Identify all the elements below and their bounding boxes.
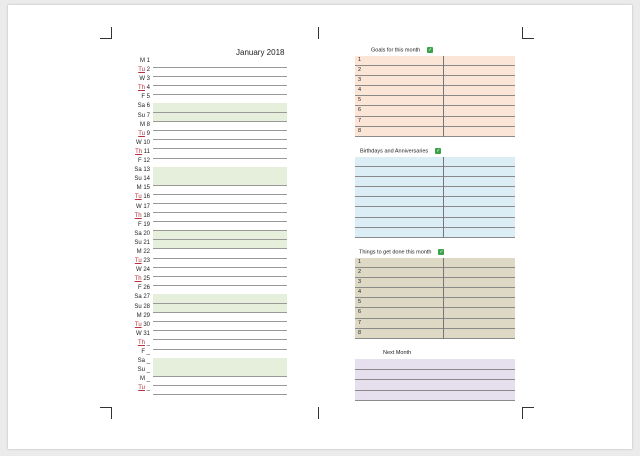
section-grid — [355, 157, 515, 238]
day-number: 3 — [144, 76, 150, 83]
day-number: 9 — [144, 130, 150, 137]
document-page — [8, 5, 632, 449]
section-title — [360, 148, 441, 154]
day-number: 28 — [141, 303, 150, 310]
day-label — [110, 175, 150, 184]
grid-row — [355, 319, 515, 329]
day-label — [110, 184, 150, 193]
day-number: 5 — [144, 94, 150, 101]
day-label — [110, 248, 150, 257]
day-label — [110, 366, 150, 375]
weekday-abbr: Sa — [137, 358, 145, 365]
weekday-abbr: Su — [137, 112, 145, 119]
grid-row — [355, 288, 515, 298]
weekday-abbr: Th — [137, 85, 145, 92]
grid-row — [355, 76, 515, 86]
grid-row — [355, 380, 515, 391]
grid-row — [355, 177, 515, 187]
grid-row — [355, 106, 515, 116]
day-number: 24 — [141, 267, 150, 274]
grid-row — [355, 66, 515, 76]
weekday-abbr: Su — [137, 367, 145, 374]
row-number: 6 — [358, 309, 362, 316]
weekday-abbr: Tu — [138, 67, 145, 74]
grid-row — [355, 197, 515, 207]
crop-mark — [522, 407, 534, 408]
day-number: 15 — [141, 185, 150, 192]
row-number: 1 — [358, 259, 362, 265]
grid-row — [355, 268, 515, 278]
calendar-list — [110, 58, 290, 394]
day-label — [110, 75, 150, 84]
weekday-abbr: F — [141, 349, 145, 355]
day-label — [110, 157, 150, 166]
day-number: 19 — [141, 221, 150, 228]
day-number: 22 — [141, 248, 150, 255]
row-number: 1 — [358, 57, 362, 63]
day-number: 6 — [144, 103, 150, 110]
weekday-abbr: Sa — [134, 294, 142, 301]
weekday-abbr: Sa — [134, 167, 142, 174]
section-grid — [355, 56, 515, 137]
day-number: 17 — [141, 203, 150, 210]
day-number: 2 — [144, 67, 150, 74]
day-number: _ — [144, 376, 150, 383]
row-number: 2 — [358, 269, 362, 276]
day-number: 31 — [141, 330, 150, 337]
day-label — [110, 148, 150, 157]
day-number: _ — [144, 385, 150, 392]
section-title-text: Birthdays and Anniversaries — [360, 148, 429, 155]
column-divider — [443, 157, 444, 238]
day-label — [110, 357, 150, 366]
crop-mark — [318, 407, 319, 419]
weekday-abbr: Sa — [137, 103, 145, 110]
day-number: _ — [144, 358, 150, 365]
day-label — [110, 312, 150, 321]
weekday-abbr: Tu — [138, 130, 145, 137]
day-number: 25 — [141, 276, 150, 283]
day-label — [110, 139, 150, 148]
day-label — [110, 112, 150, 121]
weekday-abbr: W — [139, 76, 145, 83]
section-title-text: Goals for this month — [371, 47, 421, 54]
day-number: 7 — [144, 112, 150, 119]
day-label — [110, 193, 150, 202]
section-title — [371, 47, 433, 53]
crop-mark — [522, 407, 523, 419]
column-divider — [443, 56, 444, 137]
grid-row — [355, 207, 515, 217]
day-label — [110, 384, 150, 393]
weekday-abbr: W — [135, 203, 142, 210]
grid-row — [355, 117, 515, 127]
row-number: 3 — [358, 279, 362, 286]
row-number: 4 — [358, 289, 362, 296]
row-number: 2 — [358, 67, 362, 74]
weekday-abbr: M — [139, 121, 145, 128]
section-grid — [355, 258, 515, 339]
day-label — [110, 284, 150, 293]
grid-row — [355, 391, 515, 402]
day-label — [110, 121, 150, 130]
grid-row — [355, 187, 515, 197]
day-number: 20 — [141, 230, 150, 237]
weekday-abbr: F — [137, 158, 142, 165]
column-divider — [443, 258, 444, 339]
day-label — [110, 57, 150, 66]
day-number: 1 — [144, 58, 150, 64]
weekday-abbr: M — [136, 312, 142, 319]
weekday-abbr: Th — [134, 212, 142, 219]
section-grid — [355, 359, 515, 401]
weekday-abbr: W — [135, 267, 142, 274]
row-number: 8 — [358, 127, 362, 134]
weekday-abbr: M — [139, 376, 145, 383]
row-number: 5 — [358, 299, 362, 306]
grid-row — [355, 359, 515, 370]
day-label — [110, 339, 150, 348]
day-label — [110, 293, 150, 302]
day-number: 14 — [141, 176, 150, 183]
crop-mark — [522, 38, 534, 39]
section-title — [359, 249, 444, 255]
weekday-abbr: Sa — [134, 230, 142, 237]
day-line — [153, 385, 287, 395]
day-label — [110, 221, 150, 230]
day-number: 10 — [141, 139, 150, 146]
crop-mark — [318, 27, 319, 39]
checkbox-checked-icon: ✓ — [439, 249, 444, 255]
row-number: 7 — [358, 319, 362, 326]
weekday-abbr: F — [137, 221, 142, 228]
weekday-abbr: Tu — [134, 258, 142, 265]
day-number: _ — [144, 367, 150, 374]
day-number: 8 — [144, 121, 150, 128]
day-number: 30 — [141, 321, 150, 328]
day-number: 12 — [141, 158, 150, 165]
day-label — [110, 230, 150, 239]
day-label — [110, 203, 150, 212]
crop-mark — [111, 27, 112, 39]
grid-row — [355, 96, 515, 106]
row-number: 7 — [358, 117, 362, 124]
day-label — [110, 212, 150, 221]
day-number: _ — [144, 349, 150, 355]
weekday-abbr: Th — [135, 148, 143, 155]
grid-row — [355, 56, 515, 66]
grid-row — [355, 370, 515, 381]
section-title-text: Next Month — [383, 350, 412, 356]
day-number: 13 — [141, 167, 150, 174]
weekday-abbr: M — [136, 248, 142, 255]
day-label — [110, 275, 150, 284]
day-label — [110, 375, 150, 384]
checkbox-checked-icon: ✓ — [428, 47, 433, 53]
grid-row — [355, 157, 515, 167]
grid-row — [355, 278, 515, 288]
weekday-abbr: Su — [134, 239, 142, 246]
section-title-text: Things to get done this month — [359, 249, 432, 256]
grid-row — [355, 258, 515, 268]
day-number: 23 — [141, 258, 150, 265]
day-label — [110, 321, 150, 330]
weekday-abbr: W — [135, 139, 142, 146]
row-number: 3 — [358, 77, 362, 84]
weekday-abbr: Th — [134, 276, 142, 283]
grid-row — [355, 86, 515, 96]
weekday-abbr: M — [139, 58, 145, 64]
day-number: 27 — [141, 294, 150, 301]
day-label — [110, 130, 150, 139]
day-number: 29 — [141, 312, 150, 319]
day-number: 11 — [142, 148, 150, 155]
day-label — [110, 330, 150, 339]
crop-mark — [111, 407, 112, 419]
weekday-abbr: M — [136, 185, 142, 192]
weekday-abbr: W — [135, 330, 142, 337]
weekday-abbr: Su — [134, 303, 142, 310]
weekday-abbr: Tu — [134, 321, 142, 328]
day-number: _ — [144, 339, 150, 346]
grid-row — [355, 228, 515, 238]
grid-row — [355, 329, 515, 339]
day-number: 4 — [144, 85, 150, 92]
weekday-abbr: Tu — [138, 385, 145, 392]
grid-row — [355, 298, 515, 308]
day-number: 21 — [141, 239, 150, 246]
grid-row — [355, 308, 515, 318]
calendar-title: January 2018 — [236, 48, 285, 57]
day-label — [110, 266, 150, 275]
day-label — [110, 348, 150, 357]
day-label — [110, 166, 150, 175]
weekday-abbr: Th — [137, 339, 145, 346]
day-label — [110, 303, 150, 312]
calendar-day-row — [110, 385, 290, 394]
grid-row — [355, 167, 515, 177]
row-number: 5 — [358, 97, 362, 104]
row-number: 8 — [358, 329, 362, 336]
day-label — [110, 102, 150, 111]
weekday-abbr: Tu — [134, 194, 142, 201]
day-label — [110, 84, 150, 93]
day-number: 26 — [141, 285, 150, 292]
weekday-abbr: F — [141, 94, 145, 101]
row-number: 6 — [358, 107, 362, 114]
day-label — [110, 257, 150, 266]
day-label — [110, 239, 150, 248]
grid-row — [355, 127, 515, 137]
day-label — [110, 66, 150, 75]
checkbox-checked-icon: ✓ — [436, 148, 441, 154]
day-number: 18 — [141, 212, 150, 219]
row-number: 4 — [358, 87, 362, 94]
weekday-abbr: Su — [134, 176, 142, 183]
crop-mark — [522, 27, 523, 39]
day-number: 16 — [141, 194, 150, 201]
grid-row — [355, 218, 515, 228]
weekday-abbr: F — [137, 285, 142, 292]
section-title — [383, 350, 411, 356]
day-label — [110, 93, 150, 102]
